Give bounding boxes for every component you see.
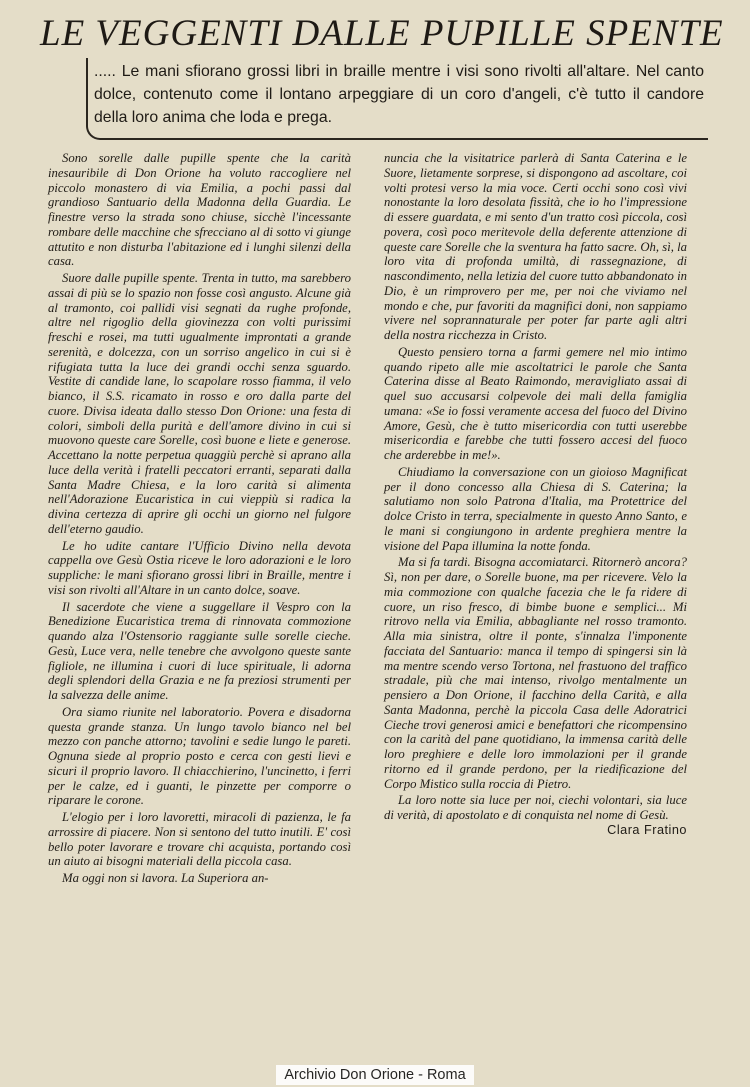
paragraph: Il sacerdote che viene a suggellare il Vespro con la Benedizione Eucaristica trema di rinnovata commozione quando alza l'Ostensorio raggiante sulle sorelle cieche. Gesù, Luce vera, nelle tenebre che avvolgono queste sante figliole, ne illumina i cuori di luce spirituale, li adorna degli splendori della Grazia e ne fa preziosi strumenti per la salvezza delle anime. xyxy=(48,599,351,702)
paragraph xyxy=(384,793,687,837)
paragraph: Suore dalle pupille spente. Trenta in tutto, ma sarebbero assai di più se lo spazio non fosse così angusto. Alcune già al tramonto, coi pallidi visi segnati da rughe profonde, altre nel rigoglio della giovinezza con volti purissimi freschi e rosei, ma tutti ugualmente improntati a grande serenità, e dolcezza, con un sorriso angelico in cui si è rifugiata tutta la luce dei grandi occhi senza sguardo. Vestite di candide lane, lo scapolare rosso fiamma, il velo bianco, il S.S. ricamato in rosso e oro dalla parte del cuore. Divisa ideata dallo stesso Don Orione: una festa di colori, simboli della purità e dell'amore divino in cui si muovono queste care Sorelle, così buone e liete e generose. Accettano la notte perpetua quaggiù perchè si aprano alla luce della verità i fratelli peccatori erranti, separati dalla Santa Madre Chiesa, e la loro carità si alimenta nell'Adorazione Eucaristica in cui vieppiù si radica la divina certezza di aprire gli occhi un giorno nel fulgore dell'eterno gaudio. xyxy=(48,271,351,536)
article-title: LE VEGGENTI DALLE PUPILLE SPENTE xyxy=(40,13,724,54)
text-column-left xyxy=(48,151,351,888)
paragraph: Le ho udite cantare l'Ufficio Divino nella devota cappella ove Gesù Ostia riceve le loro adorazioni e le loro suppliche: le mani sfiorano grossi libri in Braille, mentre i visi son rivolti all'Altare in un canto dolce, soave. xyxy=(48,538,351,597)
paragraph: nuncia che la visitatrice parlerà di Santa Caterina e le Suore, lietamente sorprese, si dispongono ad ascoltare, coi volti protesi verso la mia voce. Certi occhi sono così vivi nonostante la loro desolata fissità, che io ho l'impressione di essere guardata, e mi sento d'un tratto così piccola, così povera, così poco meritevole della deferente attenzione di queste care Sorelle che la sventura ha fatto sacre. Oh, sì, la loro vita di profonda umiltà, di rassegnazione, di nascondimento, nella letizia del cuore tutto abbandonato in Dio, è un rimprovero per me, per noi che viviamo nel mondo e che, pur favoriti da magnifici doni, non sappiamo vivere nel soprannaturale per poter far parte agli altri della nostra ricchezza in Cristo. xyxy=(384,151,687,342)
article-lead: ..... Le mani sfiorano grossi libri in braille mentre i visi sono rivolti all'altare. Nel canto dolce, contenuto come il lontano arpeggiare di un coro d'angeli, c'è tutto il candore della loro anima che loda e prega. xyxy=(94,63,704,126)
paragraph: Ora siamo riunite nel laboratorio. Povera e disadorna questa grande stanza. Un lungo tavolo bianco nel bel mezzo con panche attorno; tavolini e sedie lungo le pareti. Ognuna siede al proprio posto e cerca con gesti lievi e sicuri il proprio lavoro. Il chiacchierino, l'uncinetto, i ferri per le calze, ed i guanti, le pinzette per comporre o riparare le corone. xyxy=(48,704,351,808)
archive-label: Archivio Don Orione - Roma xyxy=(276,1065,473,1085)
paragraph: L'elogio per i loro lavoretti, miracoli di pazienza, le fa arrossire di piacere. Non si sentono del tutto inutili. E' così bello poter lavorare e trovare chi acquista, portando così un aiuto ai bisogni materiali della piccola casa. xyxy=(48,810,351,869)
paragraph: Ma si fa tardi. Bisogna accomiatarci. Ritornerò ancora? Sì, non per dare, o Sorelle buone, ma per ricevere. Velo la mia commozione con qualche facezia che le fa ridere di cuore, un riso fresco, di bimbe buone e semplici... Mi ritrovo nella via Emilia, abbagliante nel rosso tramonto. Alla mia sinistra, oltre il ponte, s'innalza l'imponente facciata del Santuario: manca il tempo di spingersi sin là ma mentre scendo verso Tortona, nel frastuono del traffico stradale, più che mai intenso, rivolgo mentalmente un pensiero a Don Orione, il facchino della Carità, e alla Santa Madonna, perchè la piccola Casa delle Adoratrici Cieche trovi generosi amici e benefattori che ricompensino con la carità del pane quotidiano, la immensa carità delle loro preghiere e delle loro immolazioni per il grande ritorno ed il grande perdono, per la riedificazione del Corpo Mistico sulla roccia di Pietro. xyxy=(384,555,687,791)
paragraph: Sono sorelle dalle pupille spente che la carità inesauribile di Don Orione ha voluto raccogliere nel piccolo monastero di via Emilia, a pochi passi dal grandioso Santuario della Madonna della Guardia. Le finestre verso la strada sono chiuse, sicchè l'incessante rombare delle macchine che sfrecciano al di sotto vi giunge attutito e non disturba l'abitazione ed i lunghi silenzi della casa. xyxy=(48,151,351,269)
text-column-right xyxy=(384,151,687,838)
paragraph: Questo pensiero torna a farmi gemere nel mio intimo quando ripeto alle mie ascoltatrici le parole che Santa Caterina disse al Beato Raimondo, meravigliato assai di quel suo accusarsi colpevole dei mali della famiglia umana: «Se io fossi veramente accesa del fuoco del Divino Amore, Gesù, che è tutto misericordia con tutti userebbe misericordia e farebbe che tutti fossero accesi del fuoco che arderebbe in me!». xyxy=(384,344,687,462)
archive-footer xyxy=(0,1063,750,1087)
author-signature: Clara Fratino xyxy=(607,822,687,837)
paragraph: Ma oggi non si lavora. La Superiora an- xyxy=(62,871,269,885)
paragraph: Chiudiamo la conversazione con un gioioso Magnificat per il dono concesso alla Chiesa di S. Caterina; la salutiamo non solo Patrona d'Italia, ma Protettrice del dolce Cristo in terra, specialmente in questo Anno Santo, e le mani si congiungono in ardente preghiera mentre la visione del Papa illumina la notte fonda. xyxy=(384,464,687,553)
closing-text: La loro notte sia luce per noi, ciechi volontari, sia luce di verità, di apostolato e di conquista nel nome di Gesù. xyxy=(384,793,687,822)
